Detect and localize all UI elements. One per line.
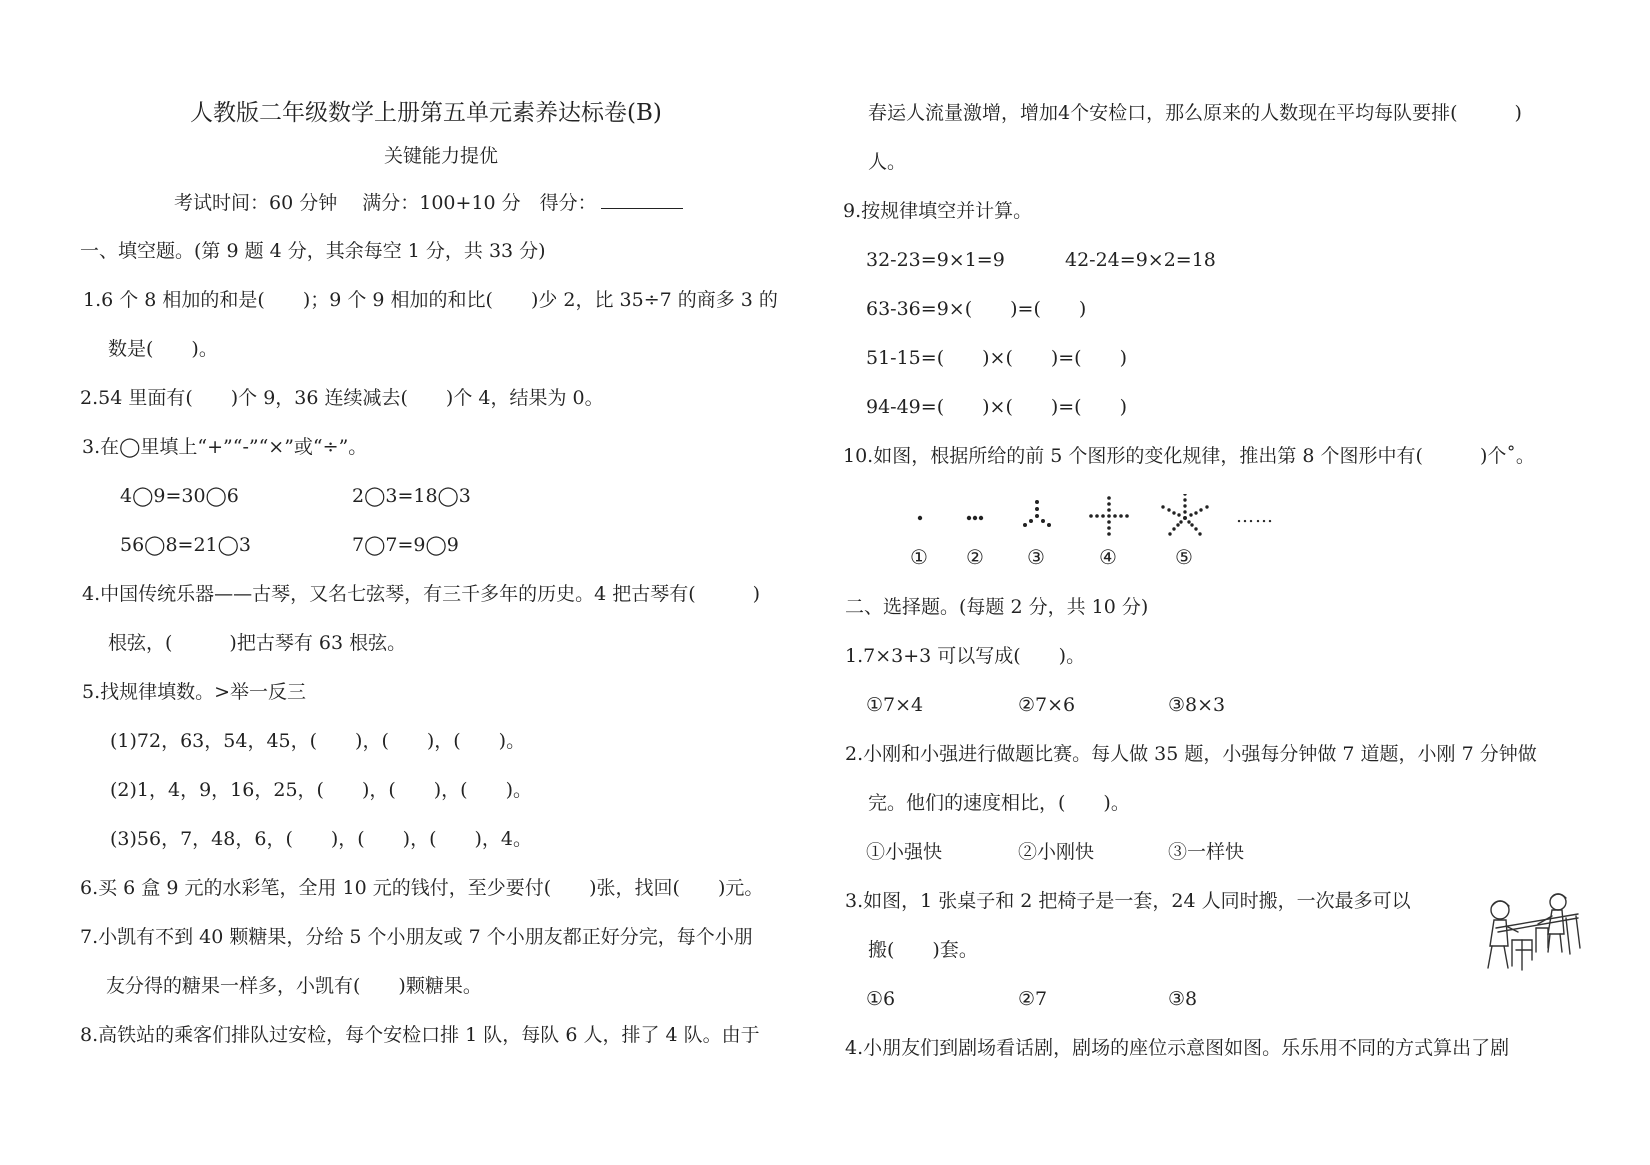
- figure-label-5: ⑤: [1175, 545, 1193, 569]
- question-10: 10.如图，根据所给的前 5 个图形的变化规律，推出第 8 个图形中有( )个˚。: [843, 445, 1535, 467]
- question-3-expr-4: 7◯7=9◯9: [352, 534, 459, 556]
- choice-3-option-3: ③8: [1168, 988, 1198, 1010]
- figure-label-4: ④: [1099, 545, 1117, 569]
- question-5: 5.找规律填数。>举一反三: [82, 681, 307, 703]
- question-4-line-2: 根弦，( )把古琴有 63 根弦。: [108, 632, 407, 654]
- exam-info-text: 考试时间：60 分钟 满分：100+10 分 得分：: [174, 192, 597, 214]
- question-5-part-1: (1)72，63，54，45，( )，( )，( )。: [110, 730, 526, 752]
- question-7-line-2: 友分得的糖果一样多，小凯有( )颗糖果。: [106, 975, 482, 997]
- figure-2-dots: [967, 516, 983, 520]
- choice-3-option-2: ②7: [1018, 988, 1048, 1010]
- question-9-expr-3: 63-36=9×( )=( ): [866, 298, 1087, 320]
- dot-pattern-figures: [900, 494, 1280, 544]
- figure-4-dots: [1089, 496, 1129, 536]
- choice-2-option-2: ②小刚快: [1018, 841, 1095, 863]
- choice-3-line-1: 3.如图，1 张桌子和 2 把椅子是一套，24 人同时搬，一次最多可以: [845, 890, 1411, 912]
- choice-1: 1.7×3+3 可以写成( )。: [845, 645, 1086, 667]
- children-carrying-desk-illustration: [1478, 888, 1586, 976]
- choice-3-line-2: 搬( )套。: [868, 939, 978, 961]
- question-9-expr-5: 94-49=( )×( )=( ): [866, 396, 1128, 418]
- question-2: 2.54 里面有( )个 9，36 连续减去( )个 4，结果为 0。: [80, 387, 604, 409]
- question-3-expr-3: 56◯8=21◯3: [120, 534, 251, 556]
- choice-2-option-1: ①小强快: [866, 841, 943, 863]
- question-9: 9.按规律填空并计算。: [843, 200, 1033, 222]
- question-8-line-1: 8.高铁站的乘客们排队过安检，每个安检口排 1 队，每队 6 人，排了 4 队。由于: [80, 1024, 760, 1046]
- score-blank: [601, 190, 683, 209]
- question-5-part-2: (2)1，4，9，16，25，( )，( )，( )。: [110, 779, 533, 801]
- choice-3-option-1: ①6: [866, 988, 896, 1010]
- question-1-line-2: 数是( )。: [108, 338, 218, 360]
- choice-1-option-2: ②7×6: [1018, 694, 1076, 716]
- pattern-continuation: ……: [1236, 506, 1274, 527]
- question-6: 6.买 6 盒 9 元的水彩笔，全用 10 元的钱付，至少要付( )张，找回( )元。: [80, 877, 764, 899]
- figure-label-1: ①: [910, 545, 928, 569]
- section-1-heading: 一、填空题。(第 9 题 4 分，其余每空 1 分，共 33 分): [80, 240, 546, 262]
- question-8-line-2: 春运人流量激增，增加4个安检口，那么原来的人数现在平均每队要排( ): [868, 102, 1522, 124]
- figure-label-3: ③: [1027, 545, 1045, 569]
- question-8-line-3: 人。: [868, 151, 907, 173]
- choice-2-line-1: 2.小刚和小强进行做题比赛。每人做 35 题，小强每分钟做 7 道题，小刚 7 分钟做: [845, 743, 1537, 765]
- figure-3-dots: [1023, 500, 1051, 527]
- choice-1-option-3: ③8×3: [1168, 694, 1226, 716]
- question-3-expr-1: 4◯9=30◯6: [120, 485, 239, 507]
- page-subtitle: 关键能力提优: [384, 145, 499, 167]
- page-title: 人教版二年级数学上册第五单元素养达标卷(B): [190, 100, 662, 126]
- figure-1-dot: [918, 516, 922, 520]
- question-4-line-1: 4.中国传统乐器——古琴，又名七弦琴，有三千多年的历史。4 把古琴有( ): [82, 583, 761, 605]
- question-5-part-3: (3)56，7，48，6，( )，( )，( )，4。: [110, 828, 533, 850]
- question-7-line-1: 7.小凯有不到 40 颗糖果，分给 5 个小朋友或 7 个小朋友都正好分完，每个小朋: [80, 926, 753, 948]
- choice-2-option-3: ③一样快: [1168, 841, 1245, 863]
- question-3-expr-2: 2◯3=18◯3: [352, 485, 471, 507]
- figure-label-2: ②: [966, 545, 984, 569]
- question-9-expr-4: 51-15=( )×( )=( ): [866, 347, 1128, 369]
- question-3: 3.在◯里填上“+”“-”“×”或“÷”。: [82, 436, 368, 458]
- choice-1-option-1: ①7×4: [866, 694, 924, 716]
- question-9-expr-2: 42-24=9×2=18: [1065, 249, 1216, 271]
- question-9-expr-1: 32-23=9×1=9: [866, 249, 1005, 271]
- choice-2-line-2: 完。他们的速度相比，( )。: [868, 792, 1130, 814]
- exam-info: [174, 190, 683, 216]
- figure-5-dots: [1161, 494, 1208, 536]
- choice-4-line-1: 4.小朋友们到剧场看话剧，剧场的座位示意图如图。乐乐用不同的方式算出了剧: [845, 1037, 1510, 1059]
- section-2-heading: 二、选择题。(每题 2 分，共 10 分): [845, 596, 1149, 618]
- question-1-line-1: 1.6 个 8 相加的和是( )；9 个 9 相加的和比( )少 2，比 35÷7 的商多 3 的: [83, 289, 778, 311]
